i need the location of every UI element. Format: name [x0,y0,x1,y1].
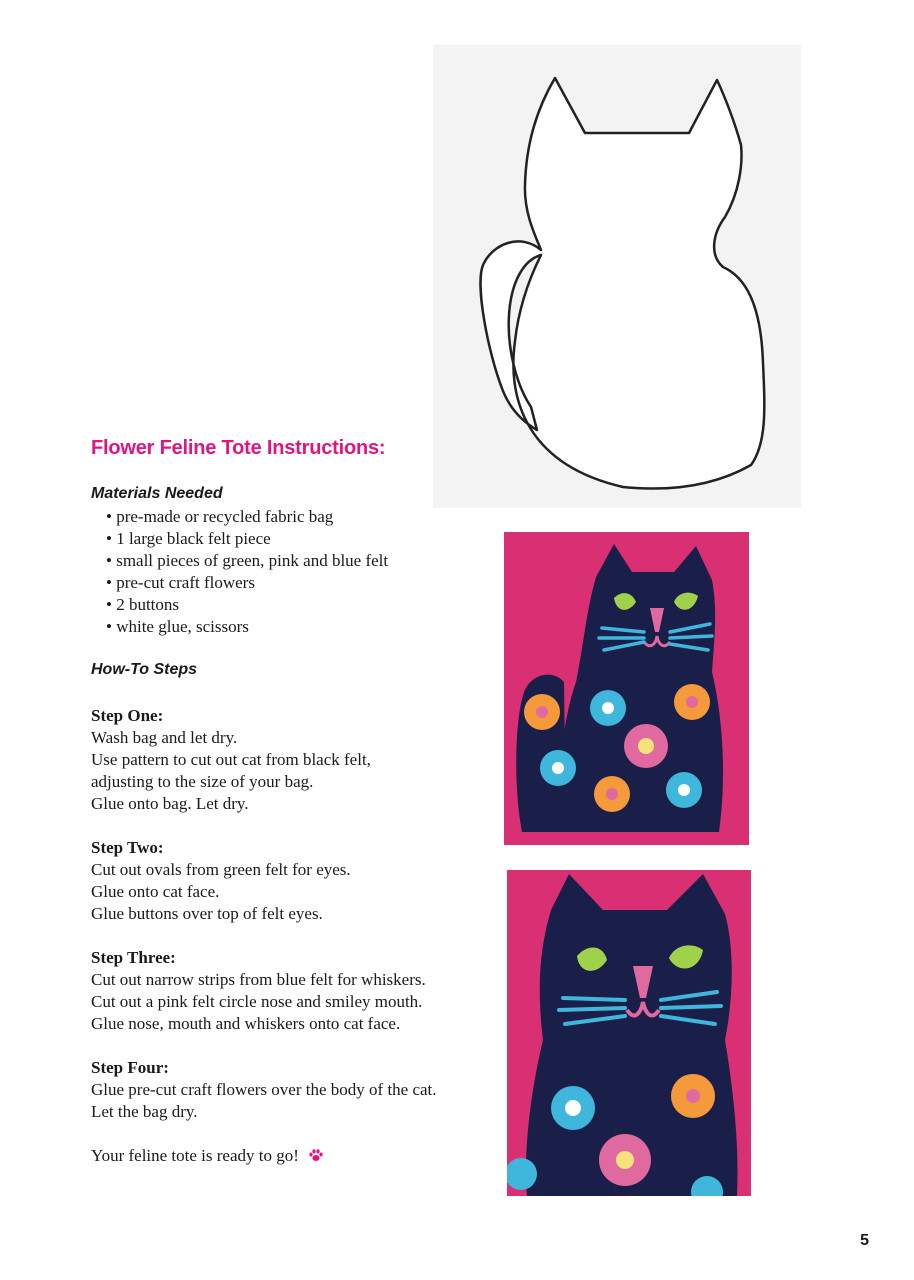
step-four [91,1057,437,1123]
material-item: • small pieces of green, pink and blue felt [106,550,388,572]
material-item: • pre-made or recycled fabric bag [106,506,388,528]
step-line: Cut out a pink felt circle nose and smiley mouth. [91,992,423,1011]
step-line: Glue pre-cut craft flowers over the body of the cat. [91,1080,437,1099]
tote-closeup-photo [507,870,751,1196]
step-line: Cut out narrow strips from blue felt for whiskers. [91,970,426,989]
step-label: Step One: [91,706,164,725]
paw-print-icon [309,1146,323,1168]
closing-line [91,1145,323,1168]
step-line: Glue onto cat face. [91,882,220,901]
step-line: Glue buttons over top of felt eyes. [91,904,323,923]
step-line: adjusting to the size of your bag. [91,772,314,791]
step-line: Let the bag dry. [91,1102,198,1121]
step-line: Glue nose, mouth and whiskers onto cat face. [91,1014,401,1033]
material-item: • 2 buttons [106,594,388,616]
page-title: Flower Feline Tote Instructions: [91,437,386,459]
materials-heading: Materials Needed [91,485,223,502]
step-label: Step Three: [91,948,176,967]
step-label: Step Two: [91,838,164,857]
step-two [91,837,351,925]
step-line: Use pattern to cut out cat from black felt, [91,750,371,769]
page-number: 5 [860,1232,869,1249]
step-one [91,705,371,815]
howto-heading: How-To Steps [91,661,198,678]
step-line: Wash bag and let dry. [91,728,238,747]
step-line: Cut out ovals from green felt for eyes. [91,860,351,879]
materials-list [106,506,388,638]
material-item: • pre-cut craft flowers [106,572,388,594]
closing-text: Your feline tote is ready to go! [91,1146,299,1165]
material-item: • 1 large black felt piece [106,528,388,550]
step-label: Step Four: [91,1058,169,1077]
cat-pattern-outline [433,45,801,508]
material-item: • white glue, scissors [106,616,388,638]
step-line: Glue onto bag. Let dry. [91,794,249,813]
step-three [91,947,426,1035]
finished-tote-photo [504,532,749,845]
